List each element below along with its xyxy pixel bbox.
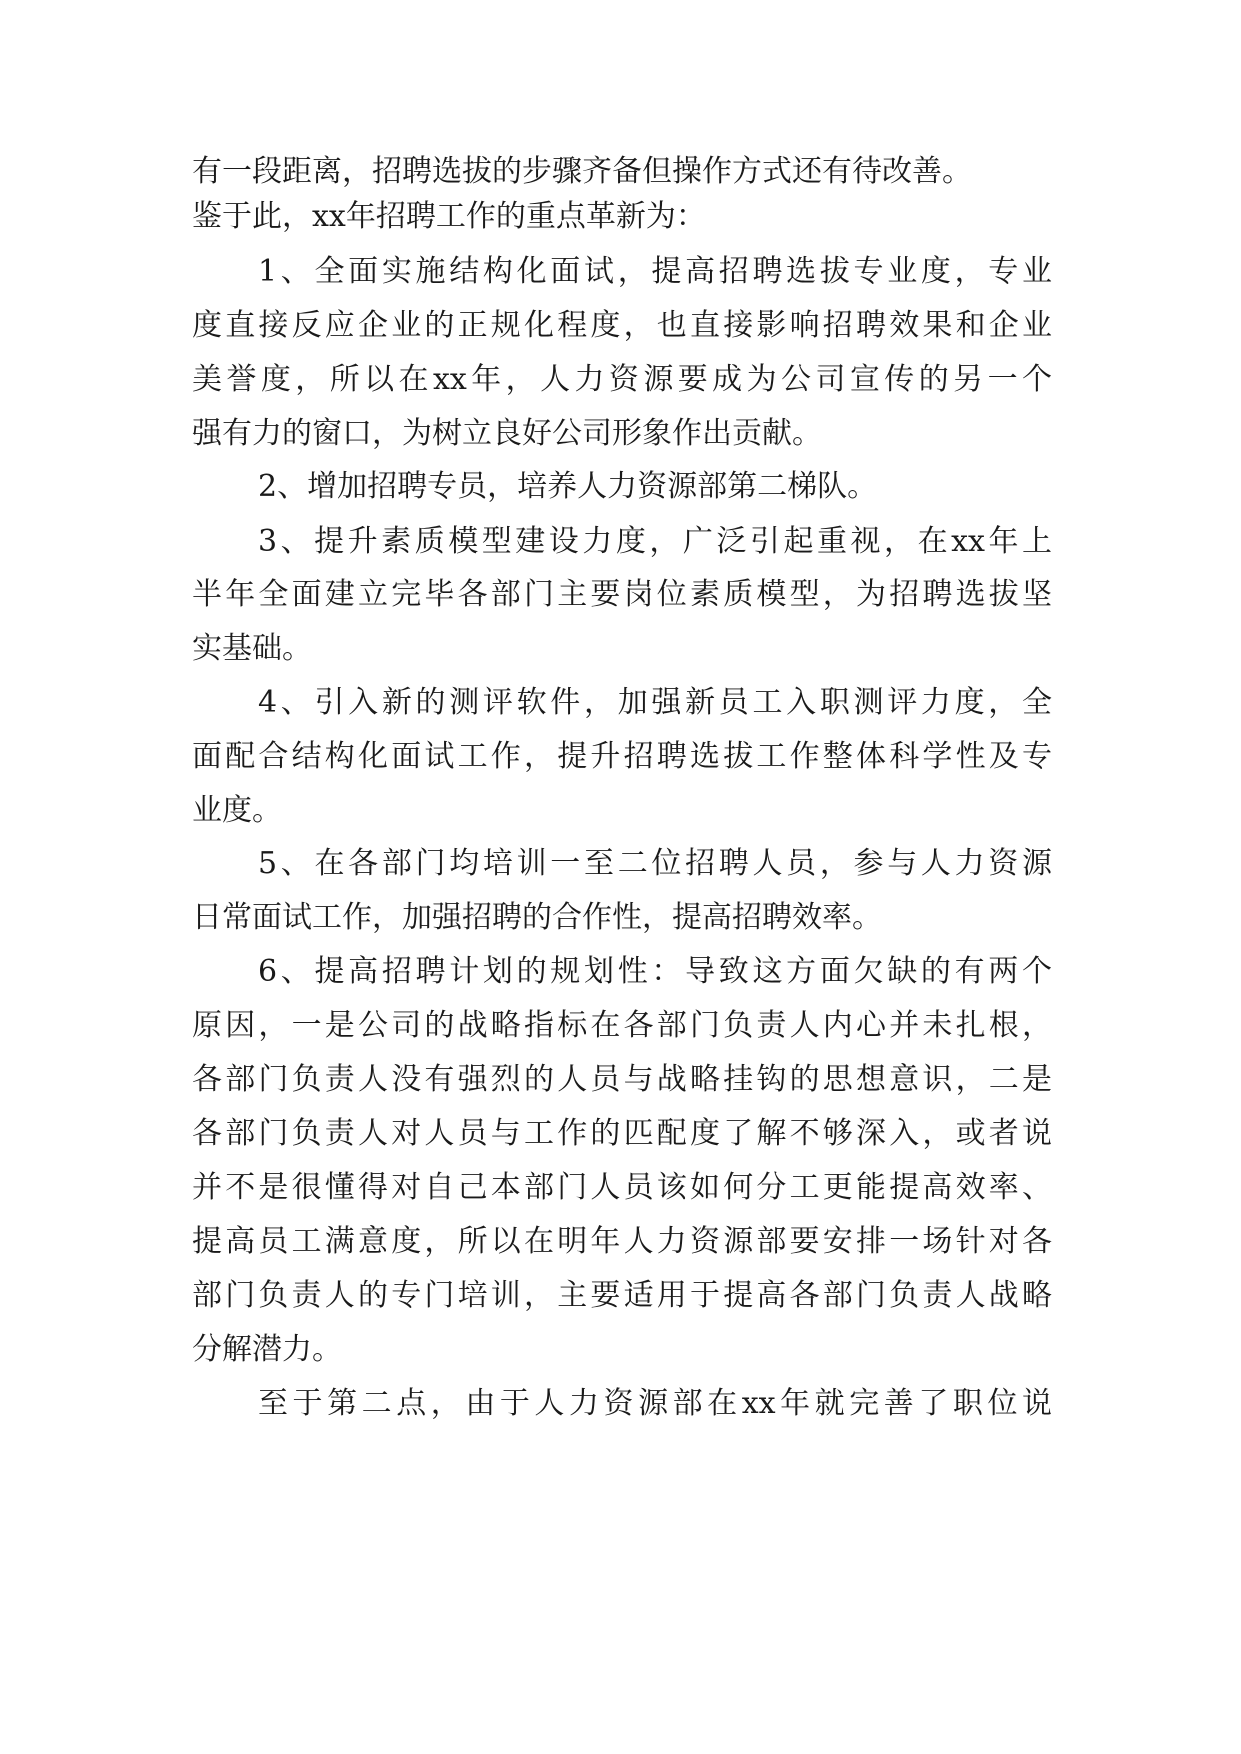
list-item-4-line: 业度。	[192, 793, 282, 828]
list-item-6-line: 原因，一是公司的战略指标在各部门负责人内心并未扎根，	[192, 1008, 1052, 1043]
list-item-3-line: 半年全面建立完毕各部门主要岗位素质模型，为招聘选拔坚	[192, 577, 1052, 612]
list-item-6-line: 6、提高招聘计划的规划性：导致这方面欠缺的有两个	[258, 954, 1052, 989]
list-item-1-line: 强有力的窗口，为树立良好公司形象作出贡献。	[192, 416, 822, 451]
list-item-6-line: 分解潜力。	[192, 1332, 342, 1367]
list-item-6-line: 并不是很懂得对自己本部门人员该如何分工更能提高效率、	[192, 1170, 1052, 1205]
list-item-5-line: 5、在各部门均培训一至二位招聘人员，参与人力资源	[258, 846, 1052, 881]
list-item-4-line: 面配合结构化面试工作，提升招聘选拔工作整体科学性及专	[192, 739, 1052, 774]
list-item-4-line: 4、引入新的测评软件，加强新员工入职测评力度，全	[258, 685, 1052, 720]
list-item-5-line: 日常面试工作，加强招聘的合作性，提高招聘效率。	[192, 900, 882, 935]
paragraph-line: 鉴于此，xx年招聘工作的重点革新为：	[192, 199, 706, 234]
list-item-6-line: 部门负责人的专门培训，主要适用于提高各部门负责人战略	[192, 1278, 1052, 1313]
paragraph-line: 至于第二点，由于人力资源部在xx年就完善了职位说	[258, 1386, 1052, 1421]
list-item-1-line: 美誉度，所以在xx年，人力资源要成为公司宣传的另一个	[192, 362, 1052, 397]
list-item-6-line: 各部门负责人没有强烈的人员与战略挂钩的思想意识，二是	[192, 1062, 1052, 1097]
list-item-3-line: 3、提升素质模型建设力度，广泛引起重视，在xx年上	[258, 524, 1052, 559]
list-item-2-line: 2、增加招聘专员，培养人力资源部第二梯队。	[258, 469, 878, 504]
list-item-3-line: 实基础。	[192, 631, 312, 666]
list-item-6-line: 提高员工满意度，所以在明年人力资源部要安排一场针对各	[192, 1224, 1052, 1259]
paragraph-line: 有一段距离，招聘选拔的步骤齐备但操作方式还有待改善。	[192, 154, 972, 189]
list-item-1-line: 1、全面实施结构化面试，提高招聘选拔专业度，专业	[258, 254, 1052, 289]
list-item-1-line: 度直接反应企业的正规化程度，也直接影响招聘效果和企业	[192, 308, 1052, 343]
list-item-6-line: 各部门负责人对人员与工作的匹配度了解不够深入，或者说	[192, 1116, 1052, 1151]
